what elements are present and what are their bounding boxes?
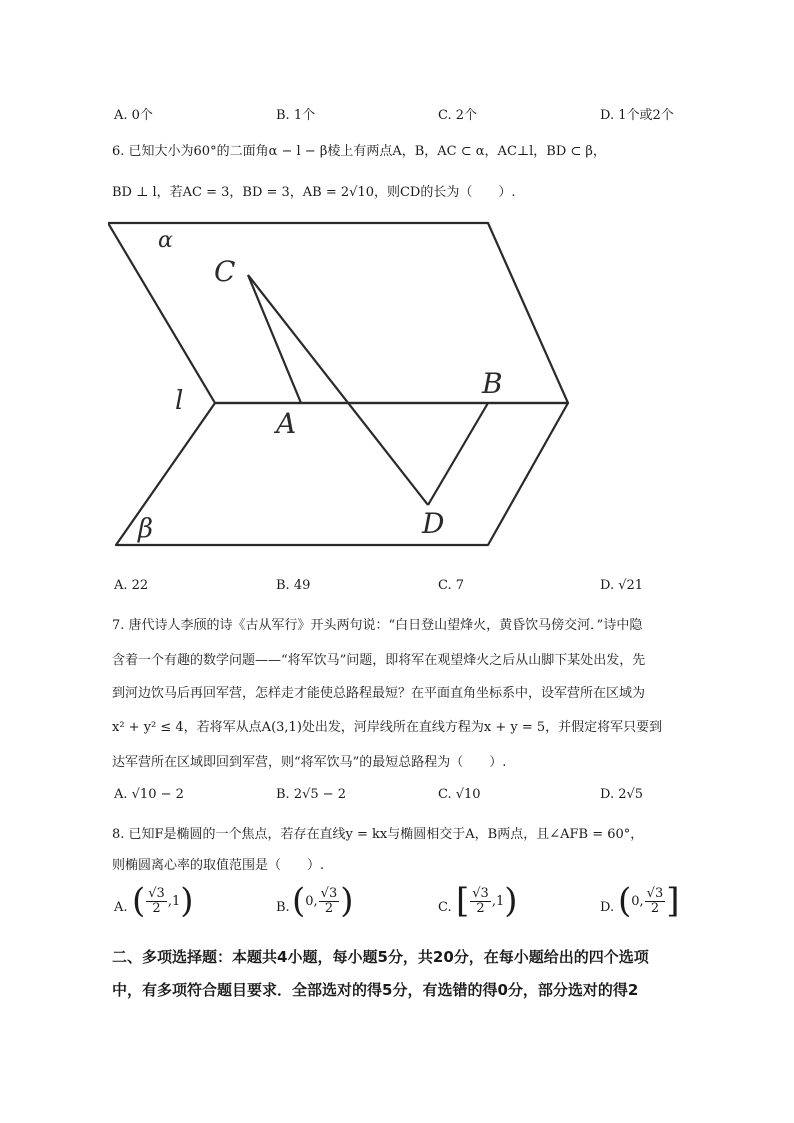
segment-ca (248, 275, 301, 403)
label-alpha: α (158, 228, 173, 253)
q7-option-c: C. √10 (438, 787, 481, 802)
q8-option-c-letter: C. (438, 900, 452, 915)
q5-option-b: B. 1个 (276, 108, 316, 123)
q7-stem-line1: 7. 唐代诗人李颀的诗《古从军行》开头两句说：“白日登山望烽火，黄昏饮马傍交河．”诗中隐 (112, 618, 643, 633)
dihedral-angle-figure (108, 215, 578, 560)
q8-option-b-letter: B. (276, 900, 290, 915)
section2-heading-line2: 中，有多项符合题目要求．全部选对的得5分，有选错的得0分，部分选对的得2 (112, 981, 639, 999)
q8-option-b: ( 0, $\frac{√3}{2}$ ) (292, 881, 354, 921)
label-d: D (422, 507, 445, 540)
label-b: B (482, 367, 503, 400)
q6-stem-line1: 6. 已知大小为60°的二面角α − l − β棱上有两点A，B，AC ⊂ α，AC⊥l，BD ⊂ β， (112, 144, 606, 159)
fraction: $\frac{√3}{2}$ (148, 885, 165, 916)
fraction: $\frac{√3}{2}$ (472, 885, 489, 916)
q7-stem-line2: 含着一个有趣的数学问题——“将军饮马”问题，即将军在观望烽火之后从山脚下某处出发，先 (112, 653, 646, 668)
q8-stem-line2: 则椭圆离心率的取值范围是（ ）. (112, 858, 325, 873)
segment-bd (428, 403, 488, 505)
q5-option-d: D. 1个或2个 (600, 108, 674, 123)
q8-option-a: ( $\frac{√3}{2}$ ,1 ) (132, 881, 194, 921)
q7-stem-line4: x² + y² ≤ 4，若将军从点A(3,1)处出发，河岸线所在直线方程为x + y = 5，并假定将军只要到 (112, 720, 663, 735)
q7-option-a: A. √10 − 2 (114, 787, 184, 802)
q8-options-row (0, 881, 794, 934)
q5-option-c: C. 2个 (438, 108, 478, 123)
q8-option-d: ( 0, $\frac{√3}{2}$ ] (618, 881, 680, 921)
q7-option-d: D. 2√5 (600, 787, 644, 802)
q8-option-d-letter: D. (600, 900, 615, 915)
q6-stem-line2: BD ⊥ l，若AC = 3，BD = 3，AB = 2√10，则CD的长为（ ）. (112, 185, 516, 200)
label-beta: β (138, 514, 154, 544)
label-a: A (276, 407, 297, 440)
q7-option-b: B. 2√5 − 2 (276, 787, 347, 802)
q5-option-a: A. 0个 (114, 108, 153, 123)
fraction: $\frac{√3}{2}$ (646, 885, 664, 916)
label-l: l (175, 386, 184, 416)
q8-stem-line1: 8. 已知F是椭圆的一个焦点，若存在直线y = kx与椭圆相交于A，B两点，且∠AFB = 60°， (112, 827, 644, 842)
q8-option-a-letter: A. (114, 900, 128, 915)
fraction: $\frac{√3}{2}$ (320, 885, 338, 916)
segment-cd (248, 275, 428, 505)
q6-option-b: B. 49 (276, 578, 311, 593)
plane-beta (116, 403, 568, 545)
q7-stem-line5: 达军营所在区域即回到军营，则“将军饮马”的最短总路程为（ ）. (112, 755, 507, 770)
q8-option-c: [ $\frac{√3}{2}$ ,1 ) (456, 881, 518, 921)
section2-heading-line1: 二、多项选择题：本题共4小题，每小题5分，共20分，在每小题给出的四个选项 (112, 948, 649, 966)
label-c: C (214, 255, 236, 288)
q6-option-c: C. 7 (438, 578, 465, 593)
q6-option-d: D. √21 (600, 578, 644, 593)
q6-option-a: A. 22 (114, 578, 149, 593)
q7-stem-line3: 到河边饮马后再回军营，怎样走才能使总路程最短？在平面直角坐标系中，设军营所在区域为 (112, 686, 646, 701)
